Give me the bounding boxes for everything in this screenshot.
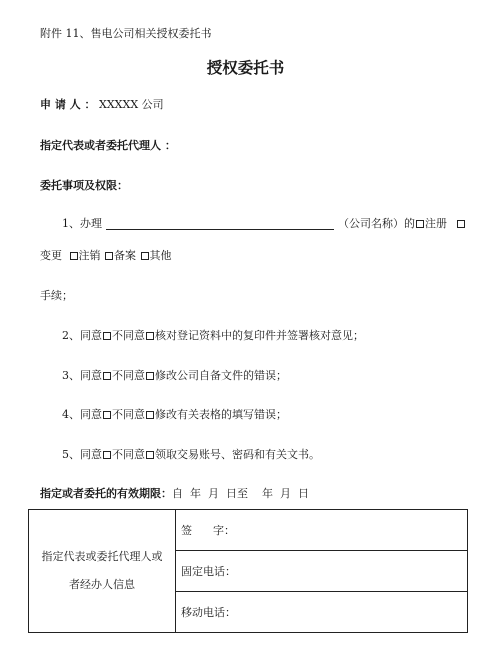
mobile-label: 移动电话：: [181, 606, 236, 619]
agent-info-label-line2: 者经办人信息: [69, 578, 135, 591]
agree-checkbox[interactable]: [103, 332, 111, 340]
register-label: 注册: [425, 217, 447, 230]
disagree-label: 不同意: [112, 408, 145, 421]
item-text: 修改有关表格的填写错误；: [155, 408, 287, 421]
agree-label: 同意: [80, 329, 102, 342]
applicant-line: [40, 98, 164, 112]
item-text: 修改公司自备文件的错误；: [155, 369, 287, 382]
agent-info-label-cell: [29, 510, 176, 633]
agree-checkbox[interactable]: [103, 372, 111, 380]
landline-label: 固定电话：: [181, 565, 236, 578]
cancel-checkbox[interactable]: [70, 252, 78, 260]
permission-item: [62, 329, 364, 343]
agree-label: 同意: [80, 408, 102, 421]
item1-line1: [62, 217, 466, 231]
validity-label: 指定或者委托的有效期限：: [40, 487, 172, 500]
permission-item: [62, 448, 320, 462]
agent-line: [40, 139, 176, 153]
agree-checkbox[interactable]: [103, 411, 111, 419]
disagree-checkbox[interactable]: [146, 332, 154, 340]
item-text: 领取交易账号、密码和有关文书。: [155, 448, 320, 461]
agent-info-label-line1: 指定代表或委托代理人或: [41, 550, 163, 563]
attachment-caption-text: 附件 11、售电公司相关授权委托书: [40, 27, 212, 40]
record-label: 备案: [114, 249, 136, 262]
signature-label: 签 字：: [181, 524, 235, 537]
agree-checkbox[interactable]: [103, 451, 111, 459]
other-label: 其他: [149, 249, 172, 262]
validity-line: [40, 487, 309, 501]
item1-company-hint: （公司名称）的: [338, 217, 415, 230]
item1-suffix: 手续；: [40, 289, 73, 302]
agent-label: 指定代表或者委托代理人 ：: [40, 139, 176, 152]
company-name-blank[interactable]: [106, 218, 334, 230]
change-label: 变更: [40, 249, 62, 262]
item-number: 2、: [62, 329, 80, 342]
agent-info-table: [28, 509, 468, 633]
item-number: 4、: [62, 408, 80, 421]
record-checkbox[interactable]: [105, 252, 113, 260]
cancel-label: 注销: [78, 249, 101, 262]
item1-prefix: 1、办理: [62, 217, 102, 230]
disagree-label: 不同意: [112, 369, 145, 382]
item-number: 5、: [62, 448, 80, 461]
matters-heading-text: 委托事项及权限：: [40, 179, 128, 192]
disagree-checkbox[interactable]: [146, 411, 154, 419]
landline-cell[interactable]: [176, 551, 468, 592]
matters-heading: [40, 179, 128, 193]
document-title: 授权委托书: [206, 58, 285, 77]
disagree-checkbox[interactable]: [146, 372, 154, 380]
permission-item: [62, 369, 287, 383]
change-checkbox[interactable]: [457, 220, 465, 228]
mobile-cell[interactable]: [176, 592, 468, 633]
signature-cell[interactable]: [176, 510, 468, 551]
item-text: 核对登记资料中的复印件并签署核对意见；: [155, 329, 364, 342]
applicant-value: XXXXX 公司: [99, 98, 164, 111]
applicant-label: 申 请 人 ：: [40, 98, 96, 111]
permission-item: [62, 408, 287, 422]
item1-line2: [40, 249, 172, 263]
agree-label: 同意: [80, 369, 102, 382]
register-checkbox[interactable]: [416, 220, 424, 228]
disagree-checkbox[interactable]: [146, 451, 154, 459]
disagree-label: 不同意: [112, 329, 145, 342]
item-number: 3、: [62, 369, 80, 382]
attachment-caption: [40, 27, 212, 41]
other-checkbox[interactable]: [141, 252, 149, 260]
item1-suffix-line: [40, 289, 73, 303]
disagree-label: 不同意: [112, 448, 145, 461]
validity-text: 自 年 月 日至 年 月 日: [172, 487, 309, 500]
agree-label: 同意: [80, 448, 102, 461]
